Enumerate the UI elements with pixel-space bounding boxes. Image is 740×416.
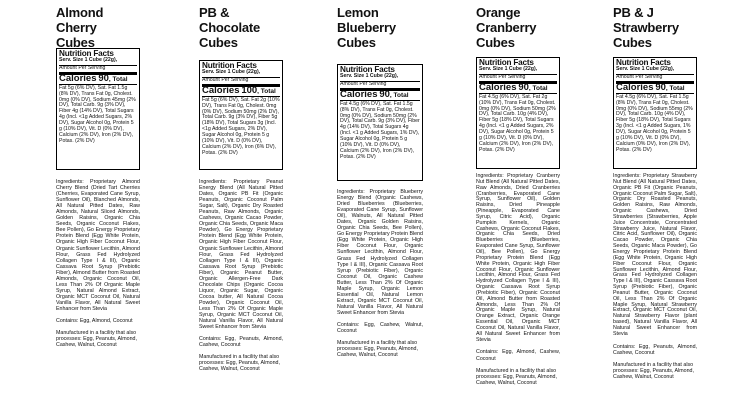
facility-text: Manufactured in a facility that also processes: Egg, Peanuts, Almond, Cashew, Walnut, Coconut <box>199 354 280 373</box>
nutrition-facts-heading: Nutrition Facts <box>59 49 114 58</box>
product-column-lemon-blueberry <box>337 0 423 416</box>
calories-label: Calories <box>340 89 378 101</box>
nutrition-facts-heading: Nutrition Facts <box>202 61 257 70</box>
calories-label: Calories <box>616 82 654 94</box>
ingredients-text: Ingredients: Proprietary Almond Cherry Blend (Dried Tart Cherries (Cherries, Evaporated Cane Syrup, Sunflower Oil), Blanched Almonds, All Natural Pitted Dates, Raw Almonds, Natural Sliced Almonds, Golden Raisins, Organic Chia Seeds, Organic Coconut Flakes, Bee Pollen), Go Energy Proprietary Protein Blend (Egg White Protein, Organic High Fiber Coconut Flour, Organic Sunflower Lecithin, Almond Flour, Grass Fed Hydrolyzed Collagen Type I & III), Organic Cassava Root Syrup (Prebiotic Fiber), Almond Butter from Roasted Almonds, Organic Coconut Oil, Less Than 2% Of Organic Maple Syrup, Natural Almond Extract, Organic MCT Coconut Oil, Natural Vanilla Flavor, All Natural Sweet Enhancer from Stevia <box>56 179 140 312</box>
calories-value: 90 <box>98 73 109 85</box>
product-column-pbj-strawberry <box>613 0 697 416</box>
serving-size: Serv. Size 1 Cube (22g), <box>59 58 137 65</box>
calories-row <box>202 87 280 96</box>
calories-row <box>616 84 694 93</box>
nutrition-facts-panel <box>613 57 697 169</box>
nutrition-facts-panel <box>337 64 423 181</box>
amount-per-serving: Amount Per Serving <box>59 66 137 75</box>
product-title: PB & Chocolate Cubes <box>199 5 261 50</box>
nutrition-details: Fat 4.5g (6% DV), Sat. Fat 1.5g (8% DV), Trans Fat 0g, Cholest. 0mg (0% DV), Sodium 50mg (2% DV), Total Carb. 9g (3% DV), Fiber 4g (14% DV), Total Sugars 4g (Incl. <1 g Added Sugars, 1% DV), Sugar Alcohol 0g, Protein 5 g (10% DV), Vit. D (0% DV), Calcium (2% DV), Iron (2% DV), Potas. (2% DV) <box>340 100 420 160</box>
calories-label: Calories <box>59 73 97 85</box>
contains-text: Contains: Egg, Peanuts, Almond, Cashew, Coconut <box>199 336 283 349</box>
nutrition-facts-panel <box>56 48 140 170</box>
amount-per-serving: Amount Per Serving <box>479 75 557 84</box>
calories-label: Calories <box>479 82 517 94</box>
serving-size: Serv. Size 1 Cube (22g), <box>340 74 420 81</box>
total-label: , Total <box>108 76 128 84</box>
calories-row <box>59 75 137 84</box>
product-title: Orange Cranberry Cubes <box>476 5 537 50</box>
amount-per-serving: Amount Per Serving <box>202 78 280 87</box>
nutrition-facts-heading: Nutrition Facts <box>479 58 534 67</box>
nutrition-facts-heading: Nutrition Facts <box>616 58 671 67</box>
facility-text: Manufactured in a facility that also processes: Egg, Peanuts, Almond, Cashew, Walnut, Coconut <box>56 330 137 349</box>
contains-text: Contains: Egg, Almond, Cashew, Coconut <box>476 349 560 362</box>
nutrition-facts-panel <box>476 57 560 169</box>
total-label: , Total <box>257 88 276 96</box>
nutrition-details: Fat 4.5g (6% DV), Sat. Fat 2g (10% DV), Trans Fat 0g, Cholest. 0mg (0% DV), Sodium 50mg (2% DV), Total Carb. 10g (4% DV), Fiber 5g (18% DV), Total Sugars 4g (Incl. <1 g Added Sugars, 2% DV), Sugar Alcohol 0g, Protein 5 g (10% DV), Vit. D (0% DV), Calcium (2% DV), Iron (2% DV), Potas. (2% DV) <box>479 93 556 153</box>
calories-row <box>340 91 420 100</box>
calories-row <box>479 84 557 93</box>
calories-value: 90 <box>655 82 666 94</box>
ingredients-text: Ingredients: Proprietary Cranberry Nut Blend (All Natural Pitted Dates, Raw Almonds, Dried Cranberries (Cranberries, Evaporated Cane Syrup, Sunflower Oil), Golden Raisins, Dried Pineapple (Pineapple, Evaporated Cane Syrup, Citric Acid), Organic Pumpkin Kernels, Organic Cashews, Organic Coconut Flakes, Organic Chia Seeds, Dried Blueberries (Blueberries, Evaporated Cane Syrup, Sunflower Oil), Bee Pollen), Go Energy Proprietary Protein Blend (Egg White Protein, Organic High Fiber Coconut Flour, Organic Sunflower Lecithin, Almond Flour, Grass Fed Hydrolyzed Collagen Type I & III), Organic Cassava Root Syrup (Prebiotic Fiber), Organic Coconut Oil, Almond Butter from Roasted Almonds, Less Than 2% Of Organic Maple Syrup, Natural Orange Extract, Organic Orange Essential Oil, Organic MCT Coconut Oil, Natural Vanilla Flavor, All Natural Sweet Enhancer from Stevia <box>476 173 560 343</box>
contains-text: Contains: Egg, Peanuts, Almond, Cashew, Coconut <box>613 343 697 356</box>
product-title: Almond Cherry Cubes <box>56 5 104 50</box>
product-column-orange-cranberry <box>476 0 560 416</box>
nutrition-facts-panel <box>199 60 283 170</box>
calories-value: 100 <box>241 85 258 97</box>
ingredients-text: Ingredients: Proprietary Strawberry Nut Blend (All Natural Pitted Dates, Organic PB Fit (Organic Peanuts, Organic Coconut Palm Sugar, Salt), Organic Dry Roasted Peanuts, Golden Raisins, Raw Almonds, Organic Cashews, Dried Strawberries (Strawberries, Apple Juice Concentrate, Concentrated Strawberry Juice, Natural Flavor, Citric Acid, Sunflower Oil), Organic Cacao Powder, Organic Chia Seeds, Organic Maca Powder), Go Energy Proprietary Protein Blend (Egg White Protein, Organic High Fiber Coconut Flour, Organic Sunflower Lecithin, Almond Flour, Grass Fed Hydrolyzed Collagen Type I & III), Organic Cassava Root Syrup (Prebiotic Fiber), Organic Peanut Butter, Organic Coconut Oil, Less Than 2% Of Organic Maple Syrup, Natural Strawberry Extract, Organic MCT Coconut Oil, Natural Strawberry Flavor (plant based), Natural Vanilla Flavor, All Natural Sweet Enhancer from Stevia <box>613 173 697 337</box>
ingredients-text: Ingredients: Proprietary Blueberry Energy Blend (Organic Cashews, Dried Blueberries (Blueberries, Evaporated Cane Syrup, Sunflower Oil), Walnuts, All Natural Pitted Dates, Organic Golden Raisins, Organic Chia Seeds, Bee Pollen), Go Energy Proprietary Protein Blend (Egg White Protein, Organic High Fiber Coconut Flour, Organic Sunflower Lecithin, Almond Flour, Grass Fed Hydrolyzed Collagen Type I & III), Organic Cassava Root Syrup (Prebiotic Fiber), Organic Coconut Oil, Organic Cashew Butter, Less Than 2% Of Organic Maple Syrup, Organic Lemon Essential Oil, Natural Lemon Extract, Organic MCT Coconut Oil, Natural Vanilla Flavor, All Natural Sweet Enhancer from Stevia <box>337 189 423 316</box>
facility-text: Manufactured in a facility that also processes: Egg, Peanuts, Almond, Cashew, Walnut, Coconut <box>337 340 418 359</box>
calories-label: Calories <box>202 85 240 97</box>
total-label: , Total <box>665 85 685 93</box>
amount-per-serving: Amount Per Serving <box>616 75 694 84</box>
total-label: , Total <box>528 85 548 93</box>
product-column-almond-cherry <box>56 0 140 416</box>
nutrition-details: Fat 4.5g (6% DV), Sat. Fat 1.5g (8% DV), Trans Fat 0g, Cholest. 0mg (0% DV), Sodium 55mg (2% DV), Total Carb. 10g (4% DV), Fiber 5g (18% DV), Total Sugars 3g (Incl. <1 g Added Sugars, 1% DV), Sugar Alcohol 0g, Protein 5 g (10% DV), Vit. D (0% DV), Calcium (0% DV), Iron (2% DV), Potas. (2% DV) <box>616 93 693 153</box>
facility-text: Manufactured in a facility that also processes: Egg, Peanuts, Almond, Cashew, Walnut, Coconut <box>476 367 557 386</box>
product-title: Lemon Blueberry Cubes <box>337 5 396 50</box>
calories-value: 90 <box>379 89 390 101</box>
amount-per-serving: Amount Per Serving <box>340 82 420 91</box>
facility-text: Manufactured in a facility that also processes: Egg, Peanuts, Almond, Cashew, Walnut, Coconut <box>613 361 694 380</box>
ingredients-text: Ingredients: Proprietary Peanut Energy Blend (All Natural Pitted Dates, Organic PB Fit (Organic Peanuts, Organic Coconut Palm Sugar, Salt), Organic Dry Roasted Peanuts, Raw Almonds, Organic Cashews, Organic Cacao Powder, Organic Chia Seeds, Organic Maca Powder), Go Energy Proprietary Protein Blend (Egg White Protein, Organic High Fiber Coconut Flour, Organic Sunflower Lecithin, Almond Flour, Grass Fed Hydrolyzed Collagen Type I & III), Organic Cassava Root Syrup (Prebiotic Fiber), Organic Peanut Butter, Organic Allergen-Free Dark Chocolate Chips (Organic Cocoa Liquor, Organic Sugar, Organic Cocoa butter, All Natural Cocoa Powder), Organic Coconut Oil, Less Than 2% Of Organic Maple Syrup, Organic MCT Coconut Oil, Natural Vanilla Flavor, All Natural Sweet Enhancer from Stevia <box>199 179 283 331</box>
nutrition-details: Fat 5g (6% DV), Sat. Fat 2g (10% DV), Trans Fat 0g, Cholest. 0mg (0% DV), Sodium 50mg (2% DV), Total Carb. 9g (3% DV), Fiber 5g (18% DV), Total Sugars 3g (Incl. <1g Added Sugars, 2% DV), Sugar Alcohol 0g, Protein 5 g (10% DV), Vit. D (0% DV), Calcium (2% DV), Iron (6% DV), Potas. (2% DV) <box>202 96 280 156</box>
calories-value: 90 <box>518 82 529 94</box>
nutrition-facts-heading: Nutrition Facts <box>340 65 395 74</box>
product-column-pb-chocolate <box>199 0 283 416</box>
nutrition-details: Fat 5g (6% DV), Sat. Fat 1.5g (8% DV), Trans Fat 0g, Cholest. 0mg (0% DV), Sodium 45mg (2% DV), Total Carb. 9g (3% DV), Fiber 4g (14% DV), Total Sugars 4g (Incl. <1g Added Sugars, 2% DV), Sugar Alcohol 0g, Protein 5 g (10% DV), Vit. D (0% DV), Calcium (2% DV), Iron (2% DV), Potas. (2% DV) <box>59 84 136 144</box>
product-title: PB & J Strawberry Cubes <box>613 5 679 50</box>
contains-text: Contains: Egg, Cashew, Walnut, Coconut <box>337 321 423 335</box>
serving-size: Serv. Size 1 Cube (22g), <box>202 70 280 77</box>
total-label: , Total <box>389 92 409 100</box>
serving-size: Serv. Size 1 Cube (22g), <box>479 67 557 74</box>
contains-text: Contains: Egg, Almond, Coconut <box>56 318 133 325</box>
serving-size: Serv. Size 1 Cube (22g), <box>616 67 694 74</box>
